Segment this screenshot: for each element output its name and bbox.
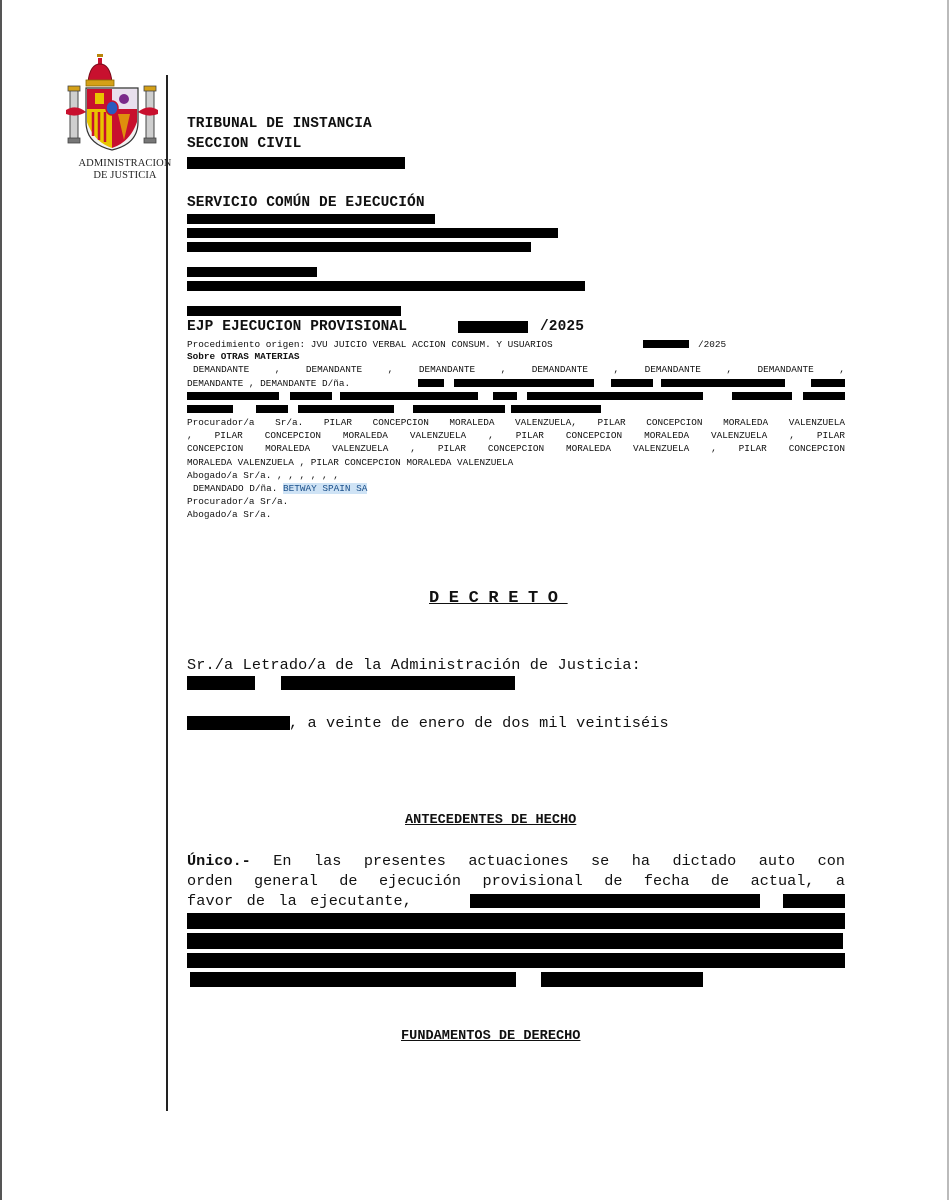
- redaction-bar: [470, 894, 760, 908]
- logo-text-line2: DE JUSTICIA: [93, 170, 157, 181]
- ejp-heading: EJP EJECUCION PROVISIONAL: [187, 319, 408, 335]
- logo-text-line1: ADMINISTRACION: [78, 158, 172, 169]
- demandado-name: BETWAY SPAIN SA: [283, 483, 368, 494]
- demandado-line: [193, 482, 367, 495]
- fecha-line: , a veinte de enero de dos mil veintiséis: [289, 714, 669, 732]
- redaction-bar: [541, 972, 703, 987]
- redaction-bar: [187, 157, 405, 169]
- redaction-bar: [187, 716, 290, 730]
- ejp-year: /2025: [540, 319, 585, 335]
- coat-of-arms-icon: [66, 52, 166, 156]
- procedimiento-origen: Procedimiento origen: JVU JUICIO VERBAL ACCION CONSUM. Y USUARIOS: [187, 339, 553, 350]
- page-border-left: [0, 0, 2, 1200]
- demandante-line-2: DEMANDANTE , DEMANDANTE D/ña.: [187, 378, 351, 389]
- redaction-bar: [187, 405, 233, 413]
- sobre-materias: Sobre OTRAS MATERIAS: [187, 351, 300, 362]
- redaction-bar: [256, 405, 288, 413]
- redaction-bar: [418, 379, 444, 387]
- redaction-bar: [611, 379, 653, 387]
- tribunal-heading: TRIBUNAL DE INSTANCIA: [187, 116, 372, 132]
- decreto-title: DECRETO: [429, 589, 568, 608]
- unico-line-1: Único.- En las presentes actuaciones se ha dictado auto con: [187, 852, 845, 870]
- redaction-bar: [527, 392, 703, 400]
- redaction-bar: [290, 392, 332, 400]
- redaction-bar: [732, 392, 792, 400]
- procurador-line-3: CONCEPCION MORALEDA VALENZUELA , PILAR CONCEPCION MORALEDA VALENZUELA , PILAR CONCEPCION: [187, 443, 845, 454]
- redaction-bar: [643, 340, 689, 348]
- redaction-bar: [511, 405, 601, 413]
- redaction-bar: [493, 392, 517, 400]
- servicio-heading: SERVICIO COMÚN DE EJECUCIÓN: [187, 195, 425, 211]
- unico-line-2: orden general de ejecución provisional de fecha de actual, a: [187, 872, 845, 890]
- redaction-bar: [281, 676, 515, 690]
- procurador-line-1: Procurador/a Sr/a. PILAR CONCEPCION MORALEDA VALENZUELA, PILAR CONCEPCION MORALEDA VALENZUELA: [187, 417, 845, 428]
- redaction-bar: [298, 405, 394, 413]
- redaction-bar: [458, 321, 528, 333]
- redaction-bar: [661, 379, 785, 387]
- redaction-bar: [187, 214, 435, 224]
- redaction-bar: [454, 379, 594, 387]
- redaction-bar: [340, 392, 478, 400]
- procurador-line-4: MORALEDA VALENZUELA , PILAR CONCEPCION MORALEDA VALENZUELA: [187, 457, 514, 468]
- redaction-bar: [187, 933, 843, 949]
- letrado-line: Sr./a Letrado/a de la Administración de Justicia:: [187, 656, 641, 674]
- redaction-bar: [187, 913, 845, 929]
- unico-line-3: favor de la ejecutante,: [187, 892, 413, 910]
- redaction-bar: [187, 676, 255, 690]
- seccion-heading: SECCION CIVIL: [187, 136, 302, 152]
- redaction-bar: [187, 281, 585, 291]
- demandante-line-1: DEMANDANTE , DEMANDANTE , DEMANDANTE , DEMANDANTE , DEMANDANTE , DEMANDANTE ,: [193, 364, 845, 375]
- coat-of-arms-logo: [62, 52, 172, 184]
- demandado-label: DEMANDADO D/ña.: [193, 483, 278, 494]
- antecedentes-title: ANTECEDENTES DE HECHO: [405, 813, 577, 828]
- redaction-bar: [187, 267, 317, 277]
- redaction-bar: [413, 405, 505, 413]
- abogado-demandado: Abogado/a Sr/a.: [187, 509, 272, 520]
- unico-label: Único.-: [187, 852, 251, 870]
- redaction-bar: [187, 228, 558, 238]
- redaction-bar: [187, 392, 279, 400]
- redaction-bar: [187, 242, 531, 252]
- redaction-bar: [190, 972, 516, 987]
- fundamentos-title: FUNDAMENTOS DE DERECHO: [401, 1029, 581, 1044]
- redaction-bar: [811, 379, 845, 387]
- procurador-line-2: , PILAR CONCEPCION MORALEDA VALENZUELA , PILAR CONCEPCION MORALEDA VALENZUELA , PILAR: [187, 430, 845, 441]
- abogado-demandante: Abogado/a Sr/a. , , , , , ,: [187, 470, 339, 481]
- margin-rule: [166, 75, 168, 1111]
- redaction-bar: [187, 306, 401, 316]
- redaction-bar: [803, 392, 845, 400]
- redaction-bar: [783, 894, 845, 908]
- procedimiento-origen-year: /2025: [698, 339, 727, 350]
- procurador-demandado: Procurador/a Sr/a.: [187, 496, 289, 507]
- redaction-bar: [187, 953, 845, 968]
